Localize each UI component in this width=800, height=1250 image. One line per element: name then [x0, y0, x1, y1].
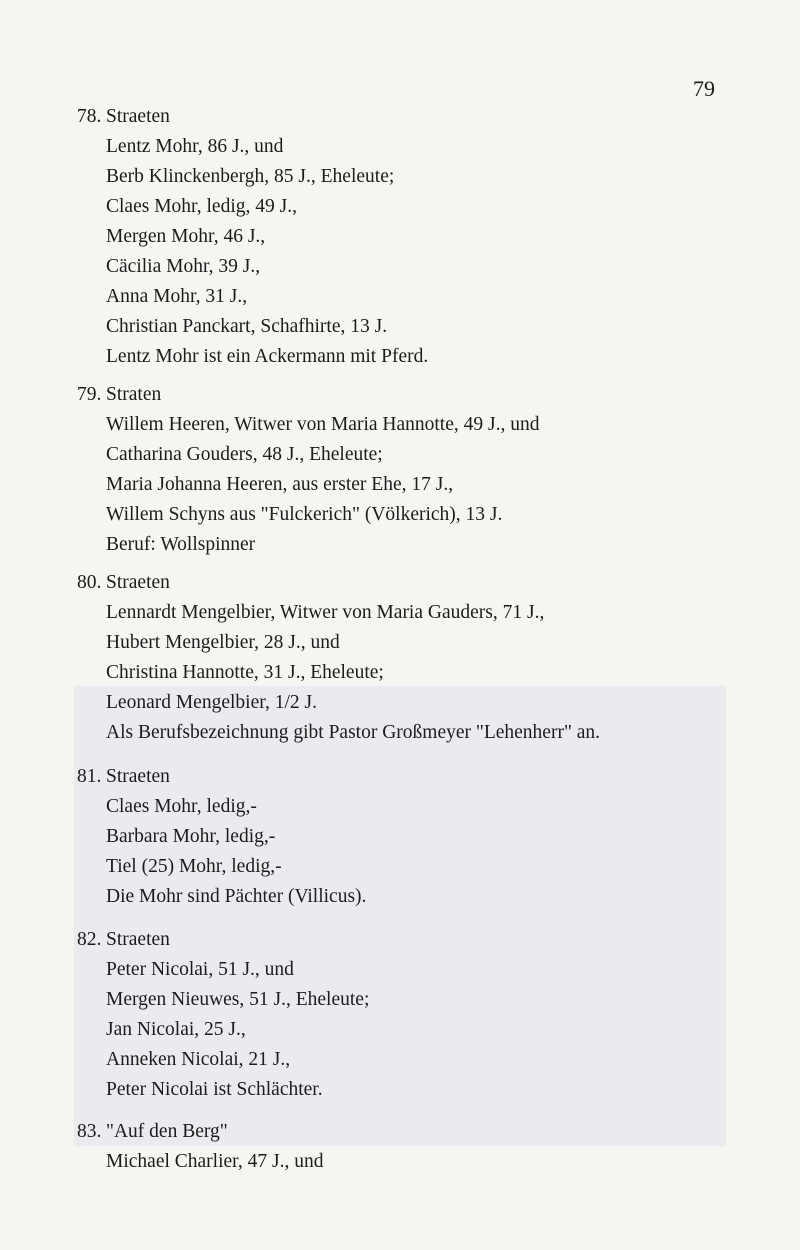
entry-lines — [77, 1147, 757, 1177]
entry-number: 82. — [77, 929, 102, 950]
household-entry-81 — [77, 762, 757, 912]
household-entry-83 — [77, 1117, 757, 1177]
entry-line: Lentz Mohr, 86 J., und — [106, 136, 284, 157]
entry-number: 78. — [77, 106, 102, 127]
entry-line: Berb Klinckenbergh, 85 J., Eheleute; — [106, 166, 395, 187]
household-entry-78 — [77, 102, 757, 372]
entry-line: Tiel (25) Mohr, ledig,- — [106, 856, 282, 877]
entry-place: Straten — [106, 384, 162, 405]
entry-line: Maria Johanna Heeren, aus erster Ehe, 17 J., — [106, 474, 454, 495]
entry-line: Claes Mohr, ledig, 49 J., — [106, 196, 297, 217]
household-entry-79 — [77, 380, 757, 560]
entry-number: 81. — [77, 766, 102, 787]
entry-line: Lennardt Mengelbier, Witwer von Maria Gauders, 71 J., — [106, 602, 545, 623]
entry-place: Straeten — [106, 106, 170, 127]
entry-place: Straeten — [106, 766, 170, 787]
entry-line: Anna Mohr, 31 J., — [106, 286, 248, 307]
entry-line: Claes Mohr, ledig,- — [106, 796, 257, 817]
entry-line: Mergen Mohr, 46 J., — [106, 226, 266, 247]
entry-line: Willem Schyns aus "Fulckerich" (Völkerich), 13 J. — [106, 504, 503, 525]
entry-number: 80. — [77, 572, 102, 593]
entry-line: Peter Nicolai, 51 J., und — [106, 959, 294, 980]
entry-place: Straeten — [106, 929, 170, 950]
entry-line: Beruf: Wollspinner — [106, 534, 256, 555]
entry-line: Hubert Mengelbier, 28 J., und — [106, 632, 340, 653]
entry-lines — [77, 410, 757, 560]
entry-line: Christina Hannotte, 31 J., Eheleute; — [106, 662, 384, 683]
entry-line: Die Mohr sind Pächter (Villicus). — [106, 886, 367, 907]
entry-lines — [77, 598, 757, 748]
household-entry-80 — [77, 568, 757, 748]
entry-lines — [77, 132, 757, 372]
entry-line: Peter Nicolai ist Schlächter. — [106, 1079, 323, 1100]
entry-line: Anneken Nicolai, 21 J., — [106, 1049, 291, 1070]
entry-lines — [77, 792, 757, 912]
entry-line: Christian Panckart, Schafhirte, 13 J. — [106, 316, 388, 337]
entry-line: Barbara Mohr, ledig,- — [106, 826, 276, 847]
entry-line: Catharina Gouders, 48 J., Eheleute; — [106, 444, 383, 465]
entry-place: "Auf den Berg" — [106, 1121, 228, 1142]
entry-line: Leonard Mengelbier, 1/2 J. — [106, 692, 317, 713]
household-entry-82 — [77, 925, 757, 1105]
entry-line: Cäcilia Mohr, 39 J., — [106, 256, 261, 277]
entry-number: 79. — [77, 384, 102, 405]
entry-line: Jan Nicolai, 25 J., — [106, 1019, 246, 1040]
entry-line: Michael Charlier, 47 J., und — [106, 1151, 324, 1172]
entry-line: Als Berufsbezeichnung gibt Pastor Großmeyer "Lehenherr" an. — [106, 722, 601, 743]
entry-number: 83. — [77, 1121, 102, 1142]
entry-line: Mergen Nieuwes, 51 J., Eheleute; — [106, 989, 370, 1010]
entry-line: Willem Heeren, Witwer von Maria Hannotte, 49 J., und — [106, 414, 540, 435]
entry-line: Lentz Mohr ist ein Ackermann mit Pferd. — [106, 346, 429, 367]
page-number: 79 — [693, 76, 715, 101]
entry-lines — [77, 955, 757, 1105]
entry-place: Straeten — [106, 572, 170, 593]
